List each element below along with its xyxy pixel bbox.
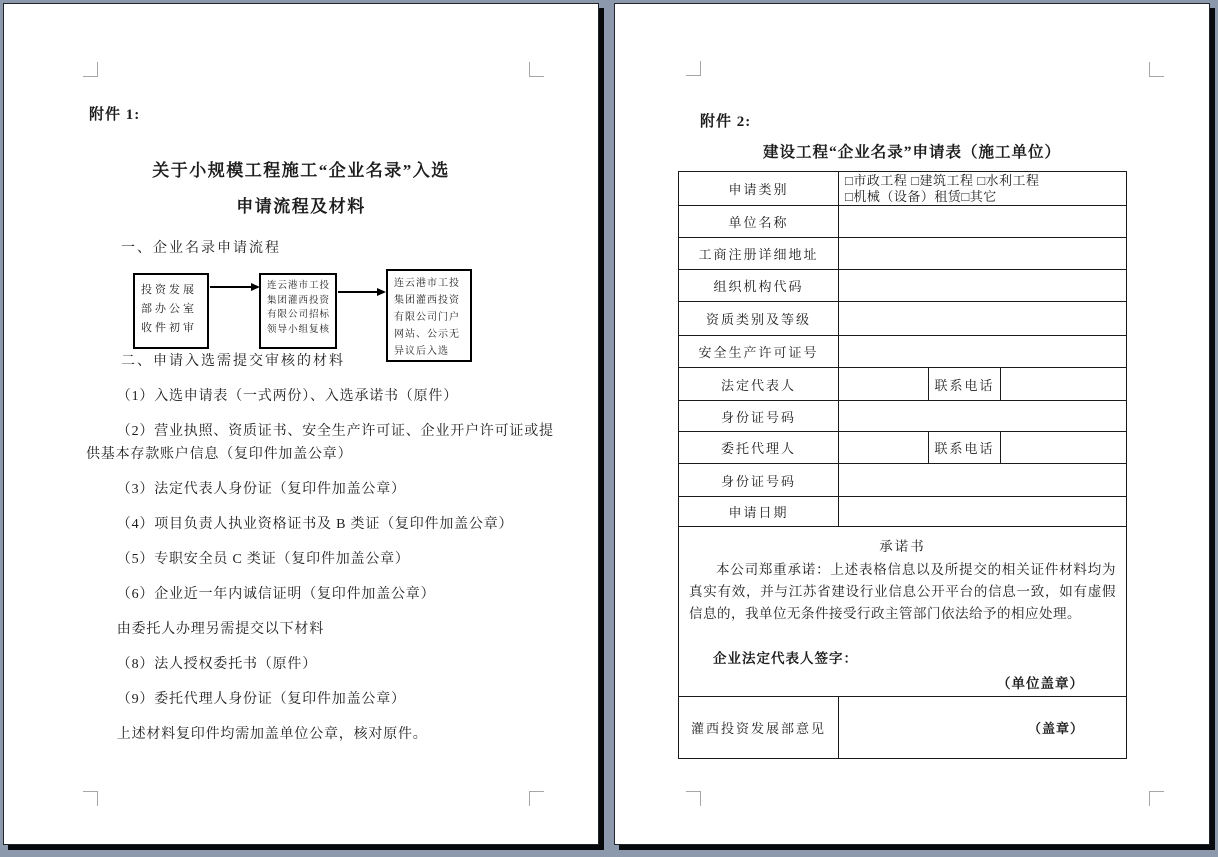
table-row	[679, 401, 1127, 432]
field-value-empty	[839, 302, 1127, 336]
page-attachment-2	[614, 3, 1210, 845]
field-value-empty	[839, 368, 929, 401]
field-label: 资质类别及等级	[679, 302, 839, 336]
opinion-seal-label: （盖章）	[839, 697, 1127, 759]
closing-note: 上述材料复印件均需加盖单位公章，核对原件。	[116, 727, 428, 742]
field-value-empty	[839, 401, 1127, 432]
list-item: （5）专职安全员 C 类证（复印件加盖公章）	[116, 552, 410, 567]
table-row	[679, 302, 1127, 336]
field-label: 申请日期	[679, 497, 839, 527]
flow-arrow-2-head	[377, 288, 386, 296]
opinion-row	[679, 697, 1127, 759]
field-value-empty	[839, 206, 1127, 238]
page-attachment-1	[3, 3, 599, 845]
checkbox-options-line1: □市政工程 □建筑工程 □水利工程	[845, 172, 1040, 188]
category-options-cell	[839, 172, 1127, 206]
list-item: （9）委托代理人身份证（复印件加盖公章）	[116, 692, 406, 707]
field-label: 单位名称	[679, 206, 839, 238]
section-1-heading: 一、企业名录申请流程	[121, 241, 281, 256]
crop-mark-bottom-right	[1149, 791, 1164, 806]
phone-label: 联系电话	[929, 368, 1001, 401]
table-row	[679, 497, 1127, 527]
field-value-empty	[839, 270, 1127, 302]
table-row	[679, 336, 1127, 368]
flow-arrow-1-line	[210, 286, 252, 288]
crop-mark-top-left	[686, 61, 701, 76]
document-title-line1: 关于小规模工程施工“企业名录”入选	[152, 161, 450, 180]
commitment-row	[679, 527, 1127, 697]
table-row	[679, 206, 1127, 238]
list-item: （6）企业近一年内诚信证明（复印件加盖公章）	[116, 587, 436, 602]
flowchart-step-1: 投资发展部办公室收件初审	[133, 273, 209, 349]
field-label: 工商注册详细地址	[679, 238, 839, 270]
list-item: （8）法人授权委托书（原件）	[116, 657, 317, 672]
section-2-heading: 二、申请入选需提交审核的材料	[121, 350, 349, 370]
list-item: （1）入选申请表（一式两份）、入选承诺书（原件）	[116, 389, 458, 404]
legal-rep-signature-label: 企业法定代表人签字：	[713, 650, 858, 666]
application-form-table	[678, 171, 1127, 759]
table-row	[679, 432, 1127, 464]
form-title: 建设工程“企业名录”申请表（施工单位）	[762, 144, 1061, 161]
field-value-empty	[1001, 368, 1127, 401]
list-item: 由委托人办理另需提交以下材料	[116, 622, 324, 637]
materials-list	[86, 385, 558, 758]
list-item: （2）营业执照、资质证书、安全生产许可证、企业开户许可证或提供基本存款账户信息（复印件加盖公章）	[86, 424, 554, 462]
field-label: 身份证号码	[679, 464, 839, 497]
table-row	[679, 270, 1127, 302]
field-value-empty	[839, 497, 1127, 527]
field-label: 灌西投资发展部意见	[679, 697, 839, 759]
list-item: （3）法定代表人身份证（复印件加盖公章）	[116, 482, 406, 497]
table-row	[679, 238, 1127, 270]
phone-label: 联系电话	[929, 432, 1001, 464]
field-label: 身份证号码	[679, 401, 839, 432]
field-value-empty	[839, 238, 1127, 270]
crop-mark-top-right	[529, 62, 544, 77]
field-label: 组织机构代码	[679, 270, 839, 302]
crop-mark-top-left	[83, 62, 98, 77]
field-value-empty	[839, 464, 1127, 497]
crop-mark-bottom-left	[686, 791, 701, 806]
flowchart-step-3: 连云港市工投集团灌西投资有限公司门户网站、公示无异议后入选	[386, 269, 472, 362]
table-row	[679, 464, 1127, 497]
commitment-cell	[679, 527, 1127, 697]
field-label: 委托代理人	[679, 432, 839, 464]
table-row	[679, 172, 1127, 206]
list-item: （4）项目负责人执业资格证书及 B 类证（复印件加盖公章）	[116, 517, 514, 532]
commitment-title: 承诺书	[879, 538, 926, 554]
table-row	[679, 368, 1127, 401]
crop-mark-bottom-right	[529, 791, 544, 806]
flowchart-step-2: 连云港市工投集团灌西投资有限公司招标领导小组复核	[259, 273, 337, 349]
company-seal-label: （单位盖章）	[997, 675, 1084, 691]
document-title-line2: 申请流程及材料	[236, 197, 366, 216]
field-label: 法定代表人	[679, 368, 839, 401]
field-value-empty	[839, 432, 929, 464]
crop-mark-bottom-left	[83, 791, 98, 806]
commitment-body: 本公司郑重承诺：上述表格信息以及所提交的相关证件材料均为真实有效，并与江苏省建设行业信息公开平台的信息一致，如有虚假信息的，我单位无条件接受行政主管部门依法给予的相应处理。	[689, 561, 1116, 621]
field-label: 安全生产许可证号	[679, 336, 839, 368]
attachment-2-label: 附件 2:	[700, 114, 752, 130]
field-label: 申请类别	[679, 172, 839, 206]
flow-arrow-2-line	[338, 291, 378, 293]
crop-mark-top-right	[1149, 62, 1164, 77]
field-value-empty	[839, 336, 1127, 368]
field-value-empty	[1001, 432, 1127, 464]
attachment-1-label: 附件 1:	[89, 107, 141, 123]
checkbox-options-line2: □机械（设备）租赁□其它	[845, 188, 997, 204]
